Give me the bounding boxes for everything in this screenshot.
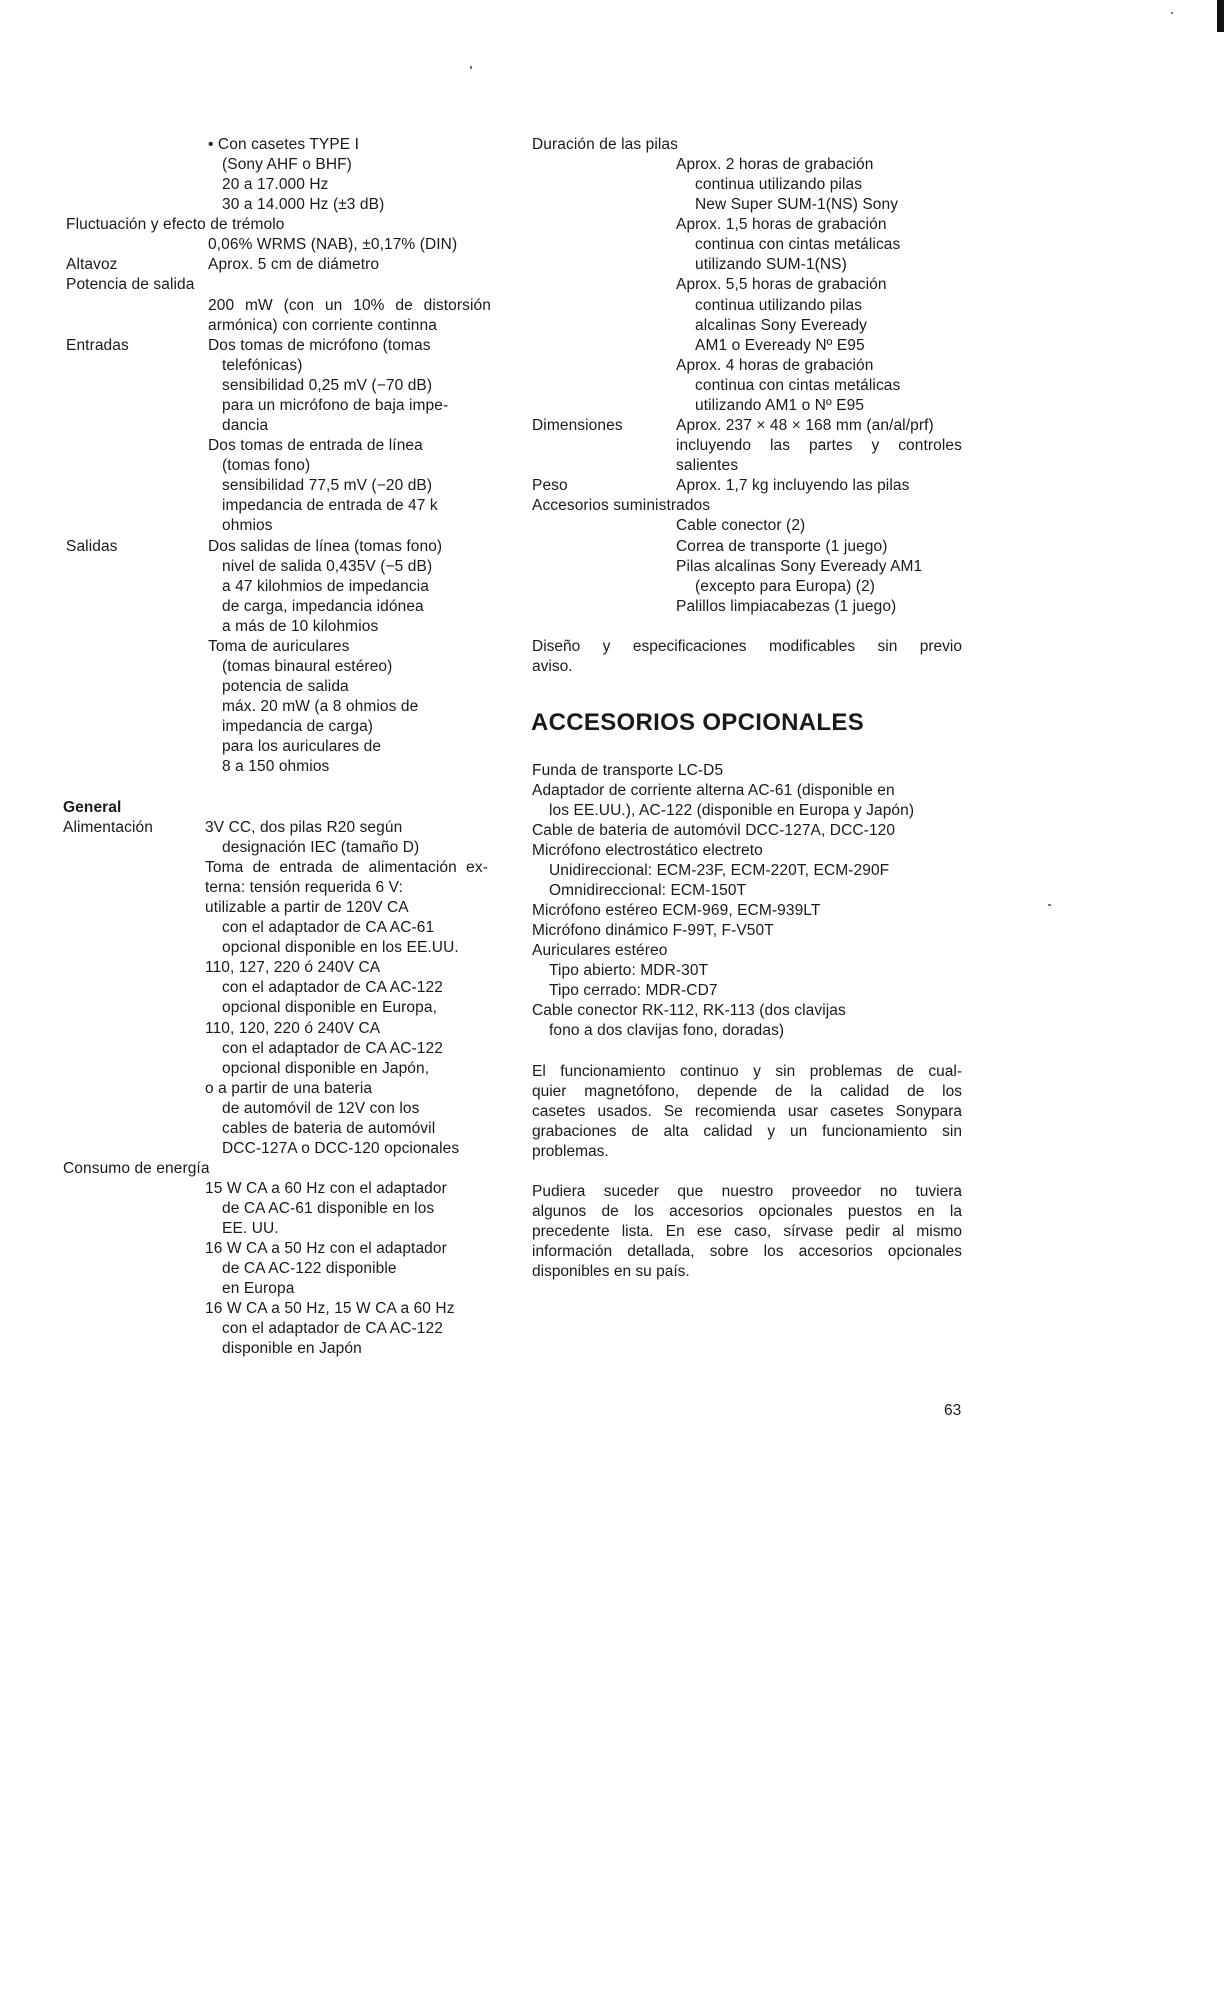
- spec-line: potencia de salida: [222, 678, 349, 695]
- spec-label: Fluctuación y efecto de trémolo: [66, 216, 285, 233]
- spec-line: continua con cintas metálicas: [695, 236, 901, 253]
- spec-line: 8 a 150 ohmios: [222, 758, 330, 775]
- scan-speck: [470, 66, 472, 69]
- spec-line: de CA AC-61 disponible en los: [222, 1200, 435, 1217]
- spec-line: 110, 120, 220 ó 240V CA: [205, 1020, 381, 1037]
- accessory-line: Micrófono electrostático electreto: [532, 842, 763, 859]
- spec-line: New Super SUM-1(NS) Sony: [695, 196, 899, 213]
- spec-line: a 47 kilohmios de impedancia: [222, 578, 430, 595]
- paragraph-line: Pudiera suceder que nuestro proveedor no tuviera: [532, 1183, 962, 1200]
- spec-line: 110, 127, 220 ó 240V CA: [205, 959, 381, 976]
- spec-line: EE. UU.: [222, 1220, 279, 1237]
- page-number: 63: [944, 1402, 962, 1419]
- spec-line: o a partir de una bateria: [205, 1080, 373, 1097]
- spec-line: cables de bateria de automóvil: [222, 1120, 436, 1137]
- spec-line: impedancia de entrada de 47 k: [222, 497, 438, 514]
- section-heading-optional-accessories: ACCESORIOS OPCIONALES: [531, 709, 865, 736]
- spec-line: dancia: [222, 417, 269, 434]
- paragraph-line: aviso.: [532, 658, 573, 675]
- accessory-line: Funda de transporte LC-D5: [532, 762, 724, 779]
- accessory-line: Omnidireccional: ECM-150T: [549, 882, 747, 899]
- spec-line: continua utilizando pilas: [695, 176, 863, 193]
- spec-label: Consumo de energía: [63, 1160, 210, 1177]
- spec-line: Aprox. 2 horas de grabación: [676, 156, 874, 173]
- paragraph-line: El funcionamiento continuo y sin problemas de cual-: [532, 1063, 962, 1080]
- spec-line: Pilas alcalinas Sony Eveready AM1: [676, 558, 923, 575]
- accessory-line: Micrófono dinámico F-99T, F-V50T: [532, 922, 774, 939]
- spec-line: Palillos limpiacabezas (1 juego): [676, 598, 897, 615]
- spec-line: Dos tomas de entrada de línea: [208, 437, 423, 454]
- spec-line: Aprox. 4 horas de grabación: [676, 357, 874, 374]
- paragraph-line: casetes usados. Se recomienda usar casetes Sonypara: [532, 1103, 962, 1120]
- spec-line: 0,06% WRMS (NAB), ±0,17% (DIN): [208, 236, 458, 253]
- paragraph-line: algunos de los accesorios opcionales puestos en la: [532, 1203, 962, 1220]
- paragraph-line: información detallada, sobre los accesorios opcionales: [532, 1243, 962, 1260]
- spec-line: utilizable a partir de 120V CA: [205, 899, 409, 916]
- spec-line: para un micrófono de baja impe-: [222, 397, 449, 414]
- spec-line: para los auriculares de: [222, 738, 382, 755]
- spec-line: (tomas fono): [222, 457, 311, 474]
- spec-label: Dimensiones: [532, 417, 623, 434]
- spec-line: AM1 o Eveready Nº E95: [695, 337, 865, 354]
- spec-line: 15 W CA a 60 Hz con el adaptador: [205, 1180, 447, 1197]
- accessory-line: los EE.UU.), AC-122 (disponible en Europa y Japón): [549, 802, 915, 819]
- spec-line: de CA AC-122 disponible: [222, 1260, 397, 1277]
- section-heading-general: General: [63, 799, 122, 816]
- paragraph-line: precedente lista. En ese caso, sírvase pedir al mismo: [532, 1223, 962, 1240]
- spec-label: Duración de las pilas: [532, 136, 678, 153]
- spec-line: 16 W CA a 50 Hz con el adaptador: [205, 1240, 447, 1257]
- spec-line: Dos tomas de micrófono (tomas: [208, 337, 431, 354]
- spec-line: nivel de salida 0,435V (−5 dB): [222, 558, 433, 575]
- spec-line: en Europa: [222, 1280, 295, 1297]
- accessory-line: Cable conector RK-112, RK-113 (dos clavijas: [532, 1002, 846, 1019]
- spec-line: máx. 20 mW (a 8 ohmios de: [222, 698, 419, 715]
- spec-line: Aprox. 5 cm de diámetro: [208, 256, 380, 273]
- spec-line: con el adaptador de CA AC-122: [222, 1320, 443, 1337]
- spec-line: ohmios: [222, 517, 273, 534]
- accessory-line: fono a dos clavijas fono, doradas): [549, 1022, 785, 1039]
- spec-label: Accesorios suministrados: [532, 497, 711, 514]
- spec-line: disponible en Japón: [222, 1340, 362, 1357]
- paragraph-cassette-quality: [532, 1062, 962, 1162]
- paragraph-line: disponibles en su país.: [532, 1263, 690, 1280]
- spec-line: 30 a 14.000 Hz (±3 dB): [222, 196, 385, 213]
- spec-line: Aprox. 1,7 kg incluyendo las pilas: [676, 477, 910, 494]
- spec-line: impedancia de carga): [222, 718, 374, 735]
- spec-line: 20 a 17.000 Hz: [222, 176, 329, 193]
- accessory-line: Unidireccional: ECM-23F, ECM-220T, ECM-290F: [549, 862, 890, 879]
- spec-line: con el adaptador de CA AC-122: [222, 1040, 443, 1057]
- spec-line: opcional disponible en Japón,: [222, 1060, 430, 1077]
- paragraph-line: Diseño y especificaciones modificables sin previo: [532, 638, 962, 655]
- spec-line: de automóvil de 12V con los: [222, 1100, 420, 1117]
- spec-line: sensibilidad 77,5 mV (−20 dB): [222, 477, 433, 494]
- spec-line: (Sony AHF o BHF): [222, 156, 352, 173]
- spec-line: utilizando AM1 o Nº E95: [695, 397, 865, 414]
- spec-label: Salidas: [66, 538, 118, 555]
- spec-line: terna: tensión requerida 6 V:: [205, 879, 403, 896]
- spec-line: alcalinas Sony Eveready: [695, 317, 868, 334]
- paragraph-availability: [532, 1182, 962, 1282]
- spec-line: continua con cintas metálicas: [695, 377, 901, 394]
- spec-line: armónica) con corriente continna: [208, 317, 437, 334]
- accessory-line: Auriculares estéreo: [532, 942, 668, 959]
- spec-line: Aprox. 237 × 48 × 168 mm (an/al/prf): [676, 417, 934, 434]
- spec-line: Toma de auriculares: [208, 638, 350, 655]
- spec-line: telefónicas): [222, 357, 303, 374]
- spec-line: Cable conector (2): [676, 517, 806, 534]
- spec-line: continua utilizando pilas: [695, 297, 863, 314]
- spec-line: designación IEC (tamaño D): [222, 839, 420, 856]
- spec-line: DCC-127A o DCC-120 opcionales: [222, 1140, 460, 1157]
- spec-line: sensibilidad 0,25 mV (−70 dB): [222, 377, 433, 394]
- accessory-line: Micrófono estéreo ECM-969, ECM-939LT: [532, 902, 821, 919]
- spec-label: Alimentación: [63, 819, 153, 836]
- spec-label: Altavoz: [66, 256, 118, 273]
- spec-line: (excepto para Europa) (2): [695, 578, 875, 595]
- spec-line: opcional disponible en los EE.UU.: [222, 939, 459, 956]
- spec-line: utilizando SUM-1(NS): [695, 256, 847, 273]
- paragraph-line: problemas.: [532, 1143, 609, 1160]
- spec-line: 200 mW (con un 10% de distorsión: [208, 297, 491, 314]
- spec-line: Correa de transporte (1 juego): [676, 538, 888, 555]
- spec-line: de carga, impedancia idónea: [222, 598, 424, 615]
- spec-line: incluyendo las partes y controles: [676, 437, 962, 454]
- accessory-line: Cable de bateria de automóvil DCC-127A, DCC-120: [532, 822, 896, 839]
- scan-speck: [1171, 12, 1173, 14]
- accessory-line: Tipo cerrado: MDR-CD7: [549, 982, 718, 999]
- spec-line: salientes: [676, 457, 739, 474]
- spec-line: (tomas binaural estéreo): [222, 658, 393, 675]
- spec-line: Dos salidas de línea (tomas fono): [208, 538, 443, 555]
- paragraph-line: quier magnetófono, depende de la calidad de los: [532, 1083, 962, 1100]
- spec-line: 16 W CA a 50 Hz, 15 W CA a 60 Hz: [205, 1300, 455, 1317]
- spec-label: Entradas: [66, 337, 129, 354]
- spec-line: a más de 10 kilohmios: [222, 618, 379, 635]
- design-notice: [532, 637, 962, 677]
- spec-label: Peso: [532, 477, 568, 494]
- spec-line: opcional disponible en Europa,: [222, 999, 437, 1016]
- scan-speck: [1048, 904, 1051, 906]
- accessory-line: Adaptador de corriente alterna AC-61 (disponible en: [532, 782, 895, 799]
- accessory-line: Tipo abierto: MDR-30T: [549, 962, 709, 979]
- paragraph-line: grabaciones de alta calidad y un funcionamiento sin: [532, 1123, 962, 1140]
- spec-label: Potencia de salida: [66, 276, 195, 293]
- spec-line: con el adaptador de CA AC-122: [222, 979, 443, 996]
- spec-line: 3V CC, dos pilas R20 según: [205, 819, 403, 836]
- spec-line: Aprox. 5,5 horas de grabación: [676, 276, 887, 293]
- spec-line: con el adaptador de CA AC-61: [222, 919, 435, 936]
- spec-line: • Con casetes TYPE I: [208, 136, 360, 153]
- scan-edge-mark: [1217, 0, 1224, 32]
- spec-line: Aprox. 1,5 horas de grabación: [676, 216, 887, 233]
- spec-line: Toma de entrada de alimentación ex-: [205, 859, 488, 876]
